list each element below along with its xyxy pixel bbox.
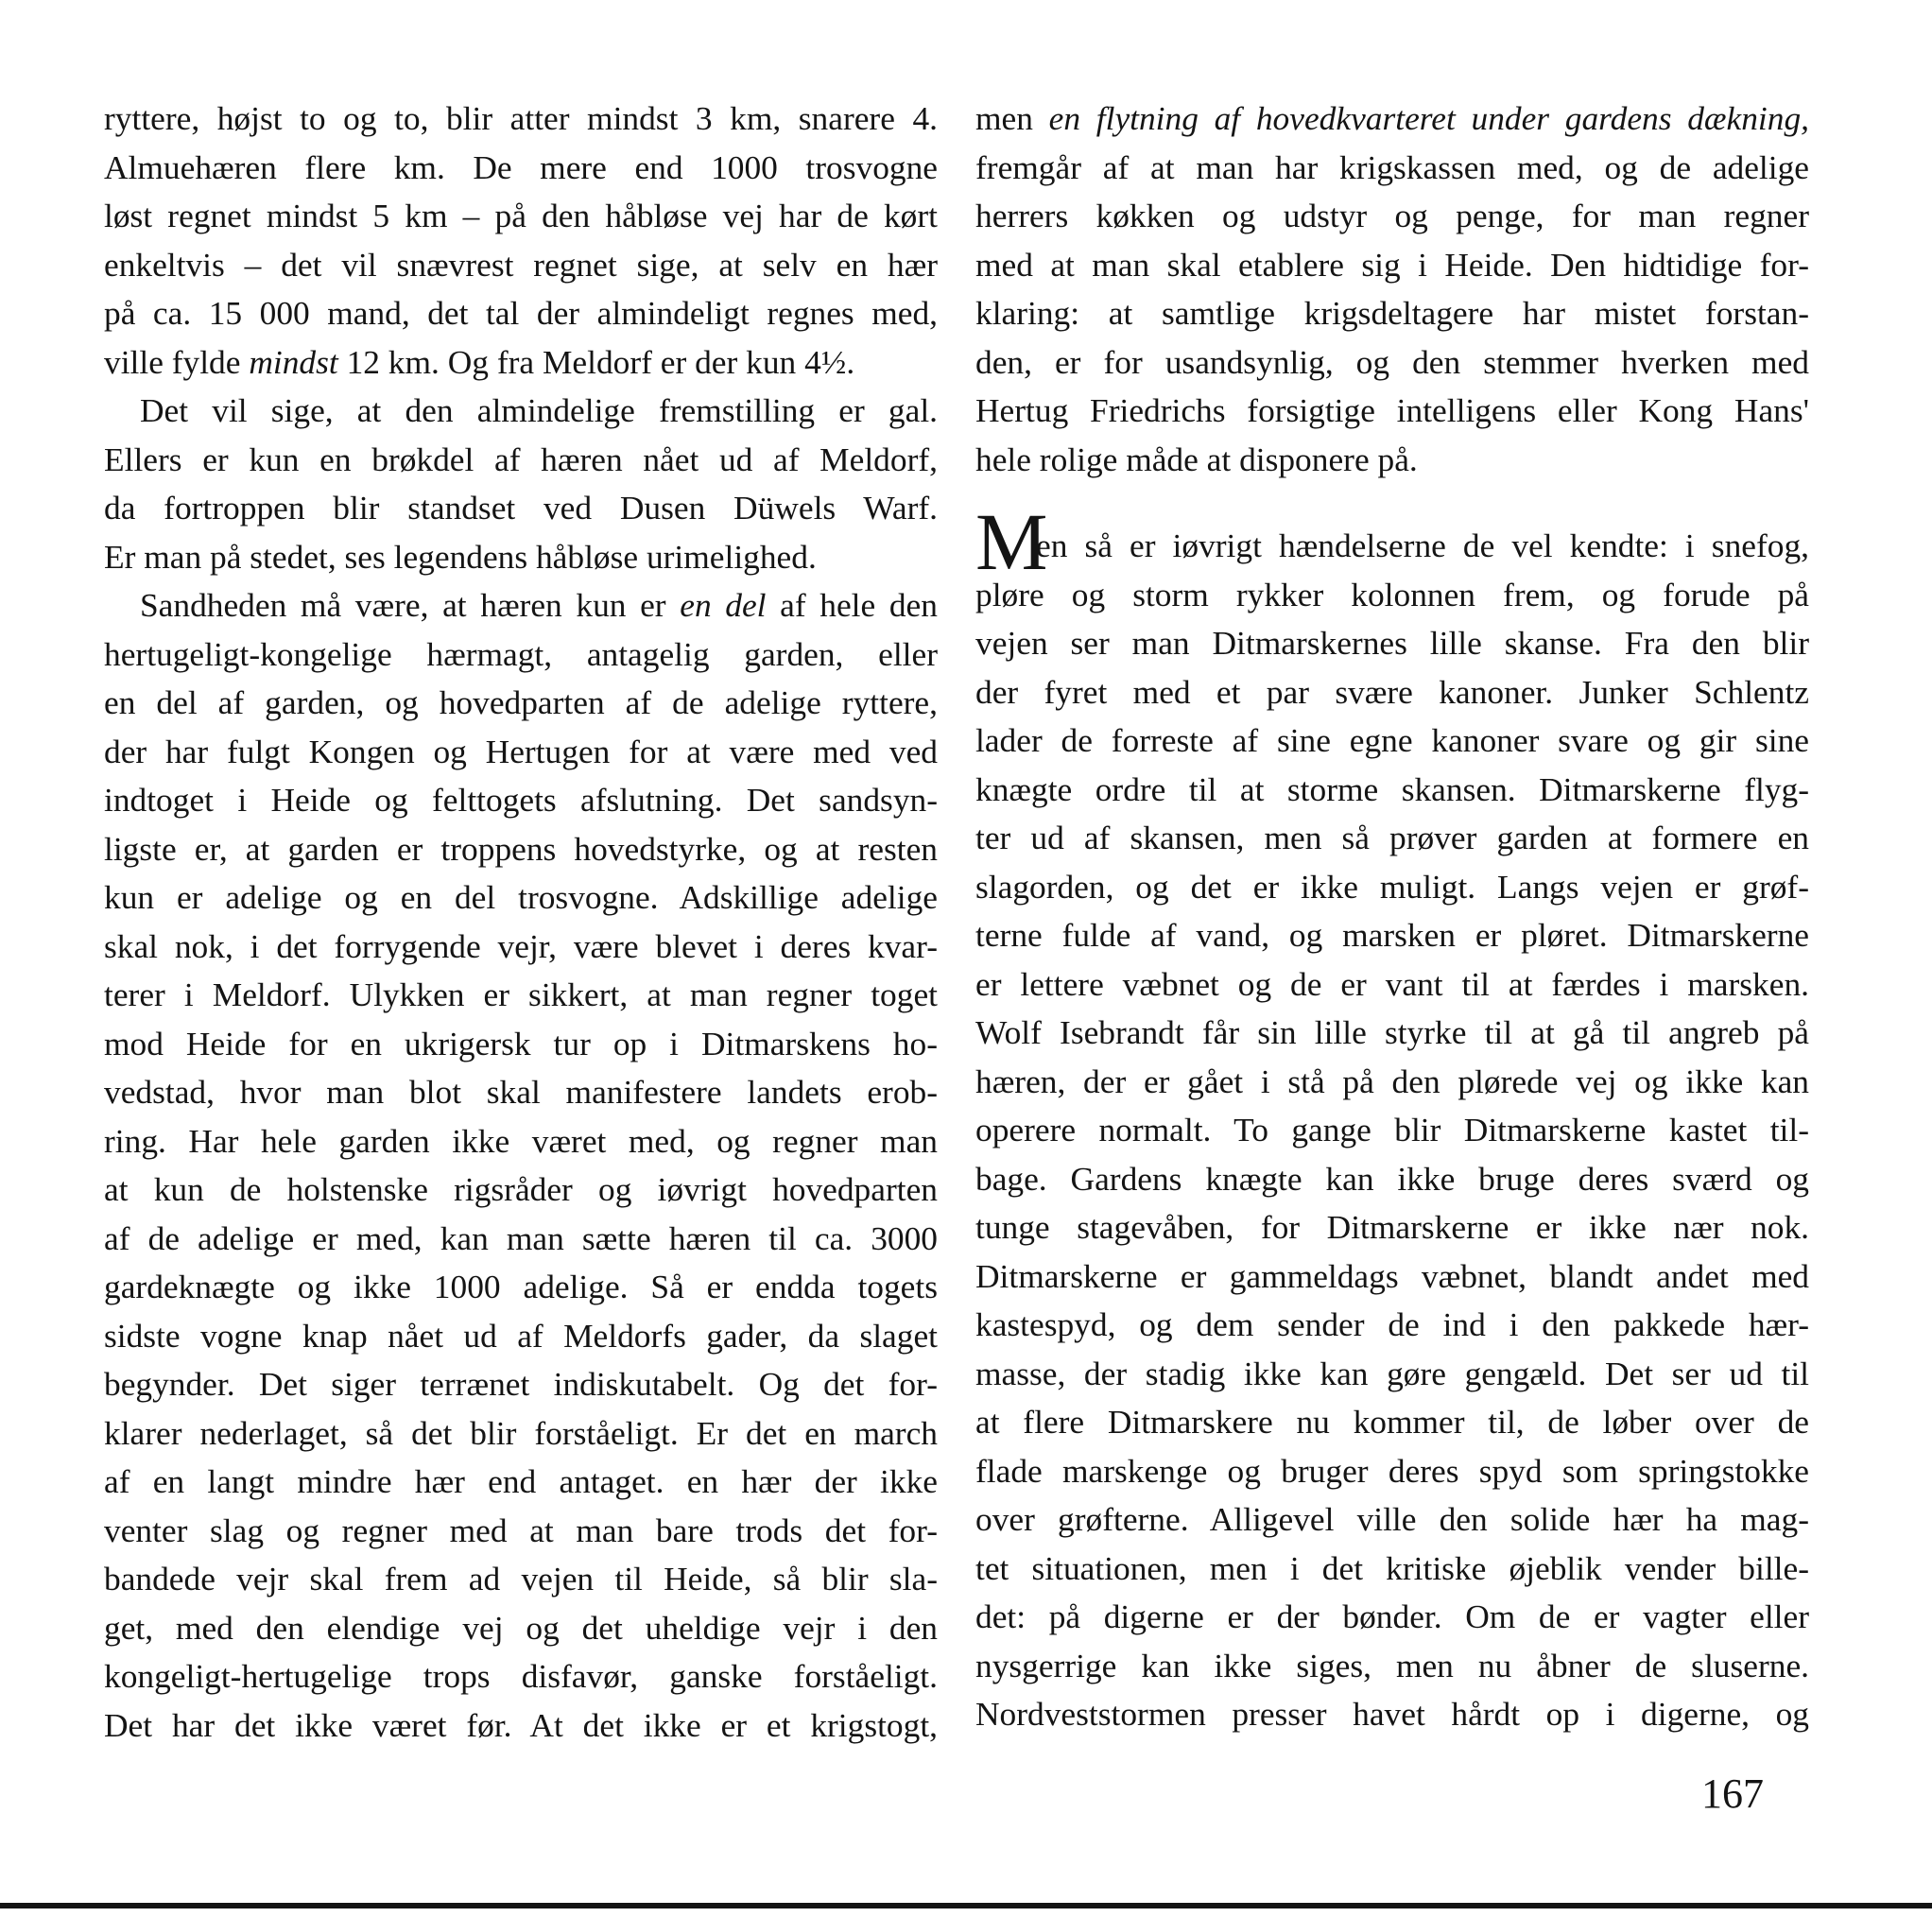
text-line: herrers køkken og udstyr og penge, for man regner (975, 197, 1809, 234)
text-line: skal nok, i det forrygende vejr, være blevet i deres kvar- (104, 926, 938, 965)
text-line: der fyret med et par svære kanoner. Junker Schlentz (975, 672, 1809, 711)
text-line: fremgår af at man har krigskassen med, og de adelige (975, 147, 1809, 186)
text-line: pløre og storm rykker kolonnen frem, og forude på (975, 575, 1809, 613)
text-line: terer i Meldorf. Ulykken er sikkert, at man regner toget (104, 976, 938, 1013)
emphasis-text: mindst (249, 342, 338, 381)
text-line: operere normalt. To gange blir Ditmarskerne kastet til- (975, 1111, 1809, 1148)
text-line: get, med den elendige vej og det uheldige vejr i den (104, 1608, 938, 1647)
text-segment: 12 km. Og fra Meldorf er der kun 4½. (337, 342, 855, 381)
text-line: bage. Gardens knægte kan ikke bruge deres sværd og (975, 1159, 1809, 1198)
text-line: lader de forreste af sine egne kanoner svare og gir sine (975, 721, 1809, 759)
text-line: Almuehæren flere km. De mere end 1000 trosvogne (104, 147, 938, 186)
text-line: Nordveststormen presser havet hårdt op i digerne, og (975, 1695, 1809, 1733)
text-line: løst regnet mindst 5 km – på den håbløse vej har de kørt (104, 197, 938, 234)
text-line: kastespyd, og dem sender de ind i den pakkede hær- (975, 1305, 1809, 1343)
text-line: enkeltvis – det vil snævrest regnet sige, at selv en hær (104, 245, 938, 284)
text-line: Wolf Isebrandt får sin lille styrke til at gå til angreb på (975, 1013, 1809, 1051)
text-line: ring. Har hele garden ikke været med, og regner man (104, 1121, 938, 1160)
text-segment: men (975, 99, 1049, 137)
text-line (975, 496, 1809, 587)
text-line: den, er for usandsynlig, og den stemmer hverken med (975, 342, 1809, 381)
text-line: ter ud af skansen, men så prøver garden at formere en (975, 819, 1809, 856)
emphasis-text: en del (680, 586, 767, 624)
text-line: klaring: at samtlige krigsdeltagere har mistet forstan- (975, 294, 1809, 332)
text-line (104, 581, 938, 630)
text-line: over grøfterne. Alligevel ville den solide hær ha mag- (975, 1500, 1809, 1538)
text-line: Er man på stedet, ses legendens håbløse urimelighed. (104, 537, 817, 576)
text-line: på ca. 15 000 mand, det tal der almindeligt regnes med, (104, 294, 938, 332)
section-break (975, 484, 1809, 522)
text-line: gardeknægte og ikke 1000 adelige. Så er endda togets (104, 1268, 938, 1305)
text-line: er lettere væbnet og de er vant til at færdes i marsken. (975, 964, 1809, 1003)
text-line: mod Heide for en ukrigersk tur op i Ditmarskens ho- (104, 1024, 938, 1062)
text-line: ryttere, højst to og to, blir atter mindst 3 km, snarere 4. (104, 99, 938, 137)
text-line: Ditmarskerne er gammeldags væbnet, blandt andet med (975, 1256, 1809, 1295)
text-line: begynder. Det siger terrænet indiskutabelt. Og det for- (104, 1365, 938, 1403)
text-line: en del af garden, og hovedparten af de adelige ryttere, (104, 683, 938, 721)
text-line: kongeligt-hertugelige trops disfavør, ganske forståeligt. (104, 1657, 938, 1695)
left-text-column (104, 95, 938, 1750)
text-line: med at man skal etablere sig i Heide. Den hidtidige for- (975, 245, 1809, 284)
right-text-column (975, 95, 1809, 1739)
bottom-rule (0, 1903, 1932, 1908)
text-line: Det vil sige, at den almindelige fremstilling er gal. (140, 391, 938, 429)
text-line (104, 338, 938, 388)
text-line: tet situationen, men i det kritiske øjeblik vender bille- (975, 1548, 1809, 1587)
drop-cap: M (975, 496, 1048, 587)
text-line: hertugeligt-kongelige hærmagt, antagelig garden, eller (104, 634, 938, 673)
text-line: terne fulde af vand, og marsken er pløret. Ditmarskerne (975, 916, 1809, 954)
text-line: nysgerrige kan ikke siges, men nu åbner de sluserne. (975, 1646, 1809, 1684)
text-line: hæren, der er gået i stå på den plørede vej og ikke kan (975, 1062, 1809, 1100)
text-segment: af hele den (766, 586, 938, 624)
text-line: indtoget i Heide og felttogets afslutning. Det sandsyn- (104, 781, 938, 819)
emphasis-text: en flytning af hovedkvarteret under gardens dækning, (1048, 99, 1809, 137)
text-line: masse, der stadig ikke kan gøre gengæld. Det ser ud til (975, 1354, 1809, 1392)
text-line: Ellers er kun en brøkdel af hæren nået ud af Meldorf, (104, 440, 938, 478)
text-line: det: på digerne er der bønder. Om de er vagter eller (975, 1598, 1809, 1635)
text-line: at flere Ditmarskere nu kommer til, de løber over de (975, 1403, 1809, 1441)
text-line: af de adelige er med, kan man sætte hæren til ca. 3000 (104, 1218, 938, 1257)
text-line: af en langt mindre hær end antaget. en hær der ikke (104, 1462, 938, 1500)
text-line: sidste vogne knap nået ud af Meldorfs gader, da slaget (104, 1316, 938, 1355)
text-line: venter slag og regner med at man bare trods det for- (104, 1511, 938, 1549)
page-number: 167 (1701, 1770, 1764, 1817)
text-line: kun er adelige og en del trosvogne. Adskillige adelige (104, 878, 938, 916)
text-line: tunge stagevåben, for Ditmarskerne er ikke nær nok. (975, 1208, 1809, 1246)
text-line: da fortroppen blir standset ved Dusen Düwels Warf. (104, 489, 938, 527)
text-line: Hertug Friedrichs forsigtige intelligens eller Kong Hans' (975, 391, 1809, 429)
text-segment: en så er iøvrigt hændelserne de vel kendte: i snefog, (1036, 527, 1809, 564)
text-line: Det har det ikke været før. At det ikke er et krigstogt, (104, 1705, 938, 1744)
text-line: ligste er, at garden er troppens hovedstyrke, og at resten (104, 829, 938, 868)
text-line: der har fulgt Kongen og Hertugen for at være med ved (104, 732, 938, 770)
text-line: vejen ser man Ditmarskernes lille skanse. Fra den blir (975, 624, 1809, 662)
text-line: flade marskenge og bruger deres spyd som springstokke (975, 1451, 1809, 1490)
text-line: hele rolige måde at disponere på. (975, 440, 1418, 478)
text-line: knægte ordre til at storme skansen. Ditmarskerne flyg- (975, 769, 1809, 808)
text-line: vedstad, hvor man blot skal manifestere landets erob- (104, 1073, 938, 1111)
text-line (975, 95, 1809, 144)
text-line: bandede vejr skal frem ad vejen til Heide, så blir sla- (104, 1560, 938, 1598)
text-line: slagorden, og det er ikke muligt. Langs vejen er grøf- (975, 867, 1809, 906)
text-line: at kun de holstenske rigsråder og iøvrigt hovedparten (104, 1170, 938, 1208)
text-segment: ville fylde (104, 342, 250, 381)
text-line: klarer nederlaget, så det blir forståeligt. Er det en march (104, 1413, 938, 1452)
text-segment: Sandheden må være, at hæren kun er (140, 586, 681, 624)
